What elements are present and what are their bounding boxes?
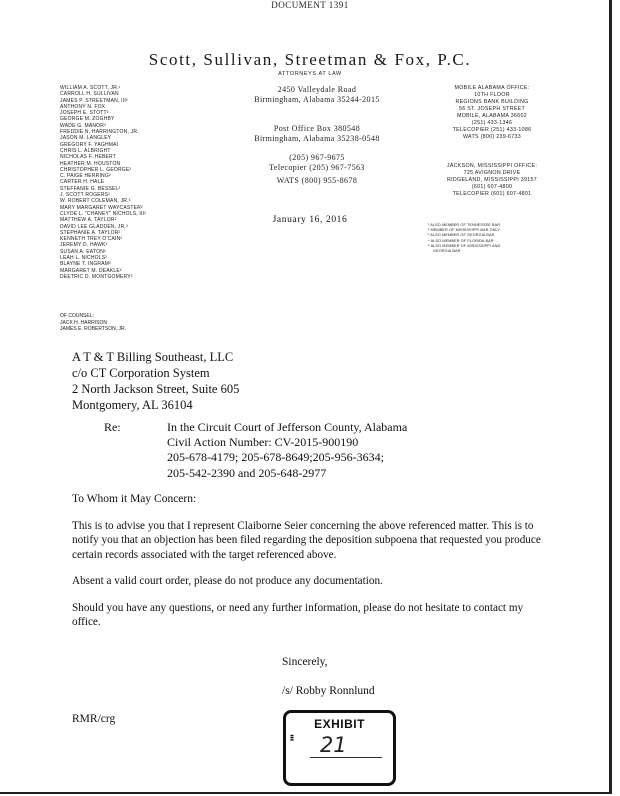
letter-date: January 16, 2016: [272, 215, 348, 225]
office-line: 725 AVIGNON DRIVE: [463, 170, 521, 176]
attorney-name: MARY MARGARET WAYCASTER²: [60, 204, 143, 211]
attorney-name: MATTHEW A. TAYLOR²: [60, 217, 117, 224]
counsel-name: JAMES E. ROBERTSON, JR.: [60, 326, 127, 332]
exhibit-underline: [310, 757, 382, 758]
attorney-name: STEPHANIE A. TAYLOR²: [60, 229, 121, 236]
exhibit-stamp: [283, 710, 396, 786]
attorney-name: JASON M. LANGLEY: [60, 135, 112, 142]
office-line: (601) 607-4800: [471, 184, 513, 190]
attorney-name: JEREMY D. HAWK²: [60, 242, 108, 249]
re-label: Re:: [104, 420, 121, 434]
po-box-city-line: Birmingham, Alabama 35238-0548: [254, 134, 380, 143]
office-line: 56 ST. JOSEPH STREET: [458, 106, 526, 112]
office-line: WATS (800) 239-6733: [462, 134, 522, 140]
phone-block: [232, 153, 402, 173]
body-paragraph: Absent a valid court order, please do not produce any documentation.: [72, 575, 383, 587]
bar-note: GEORGIA BAR: [433, 249, 461, 254]
office-line: JACKSON, MISSISSIPPI OFFICE:: [446, 163, 538, 169]
re-line: 205-542-2390 and 205-648-2977: [167, 465, 327, 480]
bar-note: ⁴ ALSO MEMBER OF FLORIDA BAR: [428, 238, 494, 243]
office-line: RIDGELAND, MISSISSIPPI 39157: [447, 177, 537, 183]
attorney-name: JOSEPH E. STOTT³: [60, 110, 109, 117]
attorney-name: DEETRIC D. MONTGOMERY²: [60, 273, 133, 280]
closing: Sincerely,: [282, 656, 328, 668]
exhibit-number: 21: [320, 733, 347, 757]
attorney-name: LEAH L. NICHOLS²: [60, 255, 108, 262]
attorney-name: MARGARET M. DEAKLE²: [60, 267, 122, 274]
attorney-name: BLAYNE T. INGRAM²: [60, 261, 112, 268]
attorney-name: NICHOLAS F. HEBERT: [60, 154, 117, 161]
attorney-name: HEATHER M. HOUSTON: [60, 160, 121, 167]
telecopier-number: Telecopier (205) 967-7563: [269, 163, 365, 172]
po-box-line: Post Office Box 380548: [273, 124, 361, 133]
attorney-name: GEORGE M. ZOGHBY: [60, 116, 115, 123]
of-counsel-list: [60, 313, 170, 333]
recipient-line: 2 North Jackson Street, Suite 605: [72, 382, 240, 396]
bar-note: ¹ ALSO MEMBER OF TENNESSEE BAR: [428, 223, 501, 227]
office-line: TELECOPIER (601) 607-4801: [452, 191, 532, 197]
attorney-name: C. PAIGE HERRING²: [60, 173, 111, 180]
attorney-name: KENNETH TREY O'CAIN²: [60, 236, 123, 243]
attorney-name: W. ROBERT COLEMAN, JR.³: [60, 198, 131, 205]
attorney-name: STEFFANIE G. BESSEL²: [60, 185, 121, 192]
attorney-name: WILLIAM A. SCOTT, JR.¹: [60, 85, 121, 91]
attorney-name: CARTER H. HALE: [60, 179, 105, 186]
attorney-name: CARROLL H. SULLIVAN: [60, 91, 119, 98]
of-counsel-label: OF COUNSEL:: [60, 313, 94, 319]
attorney-name: GREGORY F. YAGHMAI: [60, 141, 119, 148]
recipient-line: Montgomery, AL 36104: [72, 398, 193, 412]
recipient-line: A T & T Billing Southeast, LLC: [72, 350, 234, 364]
phone-number: (205) 967-9675: [289, 153, 345, 162]
attorney-name: DAVID LEE GLADDEN, JR.³: [60, 223, 128, 230]
attorney-name: JAMES P. STREETMAN, III²: [60, 97, 128, 104]
salutation: To Whom it May Concern:: [72, 493, 197, 505]
attorney-name: FREDDIE N. HARRINGTON, JR.: [60, 129, 139, 136]
street-address: 2450 Valleydale Road: [277, 85, 357, 94]
mobile-office: [432, 85, 552, 141]
exhibit-title: EXHIBIT: [314, 717, 365, 731]
attorney-name: CHRIS L. ALBRIGHT: [60, 147, 111, 154]
office-line: 10TH FLOOR: [474, 92, 510, 98]
counsel-name: JACK H. HARRISON: [60, 319, 107, 326]
bar-note: ³ ALSO MEMBER OF GEORGIA BAR: [428, 233, 495, 238]
bar-note: ⁵ ALSO MEMBER OF MISSISSIPPI AND: [428, 243, 501, 248]
firm-name: Scott, Sullivan, Streetman & Fox, P.C.: [148, 50, 472, 69]
re-line: Civil Action Number: CV-2015-900190: [167, 435, 359, 450]
office-line: MOBILE, ALABAMA 36602: [457, 113, 527, 119]
recipient-address: [72, 349, 239, 413]
wats-number: WATS (800) 955-8678: [276, 176, 358, 185]
firm-subtitle: ATTORNEYS AT LAW: [278, 71, 342, 77]
office-line: (251) 433-1346: [471, 120, 513, 126]
birmingham-address: [232, 85, 402, 105]
document-number: DOCUMENT 1391: [271, 0, 349, 10]
attorney-list: [60, 85, 170, 280]
attorney-name: WADE G. MANOR³: [60, 122, 106, 129]
office-line: TELECOPIER (251) 433-1086: [452, 127, 532, 133]
reference-initials: RMR/crg: [72, 713, 116, 725]
jackson-office: [432, 163, 552, 198]
re-line: In the Circuit Court of Jefferson County, Alabama: [167, 420, 408, 434]
body-paragraph: Should you have any questions, or need any further information, please do not hesitate to contact my office.: [72, 602, 524, 629]
bar-note: ² MEMBER OF MISSISSIPPI BAR ONLY: [428, 228, 501, 233]
stamp-side-mark: ▮▮▮: [289, 734, 294, 741]
office-line: REGIONS BANK BUILDING: [455, 99, 529, 105]
recipient-line: c/o CT Corporation System: [72, 366, 210, 380]
po-box-address: [232, 124, 402, 144]
city-line: Birmingham, Alabama 35244-2015: [254, 95, 380, 104]
re-line: 205-678-4179; 205-678-8649;205-956-3634;: [167, 450, 384, 465]
attorney-name: CLYDE L. "CHANEY" NICHOLS, III²: [60, 210, 147, 217]
bar-notes: [428, 223, 558, 254]
attorney-name: J. SCOTT ROGERS²: [60, 192, 111, 199]
signature: /s/ Robby Ronnlund: [282, 685, 375, 697]
office-line: MOBILE ALABAMA OFFICE:: [454, 85, 530, 91]
attorney-name: ANTHONY N. FOX: [60, 103, 106, 110]
attorney-name: SUSAN A. EATON²: [60, 248, 106, 255]
attorney-name: CHRISTOPHER L. GEORGE²: [60, 166, 132, 173]
re-block: [167, 420, 427, 481]
body-paragraph: This is to advise you that I represent Claiborne Seier concerning the above referenced matter. This is to notify you that an objection has been filed regarding the deposition subpoena that requested you produce certain records associated with the target referenced above.: [72, 520, 541, 561]
